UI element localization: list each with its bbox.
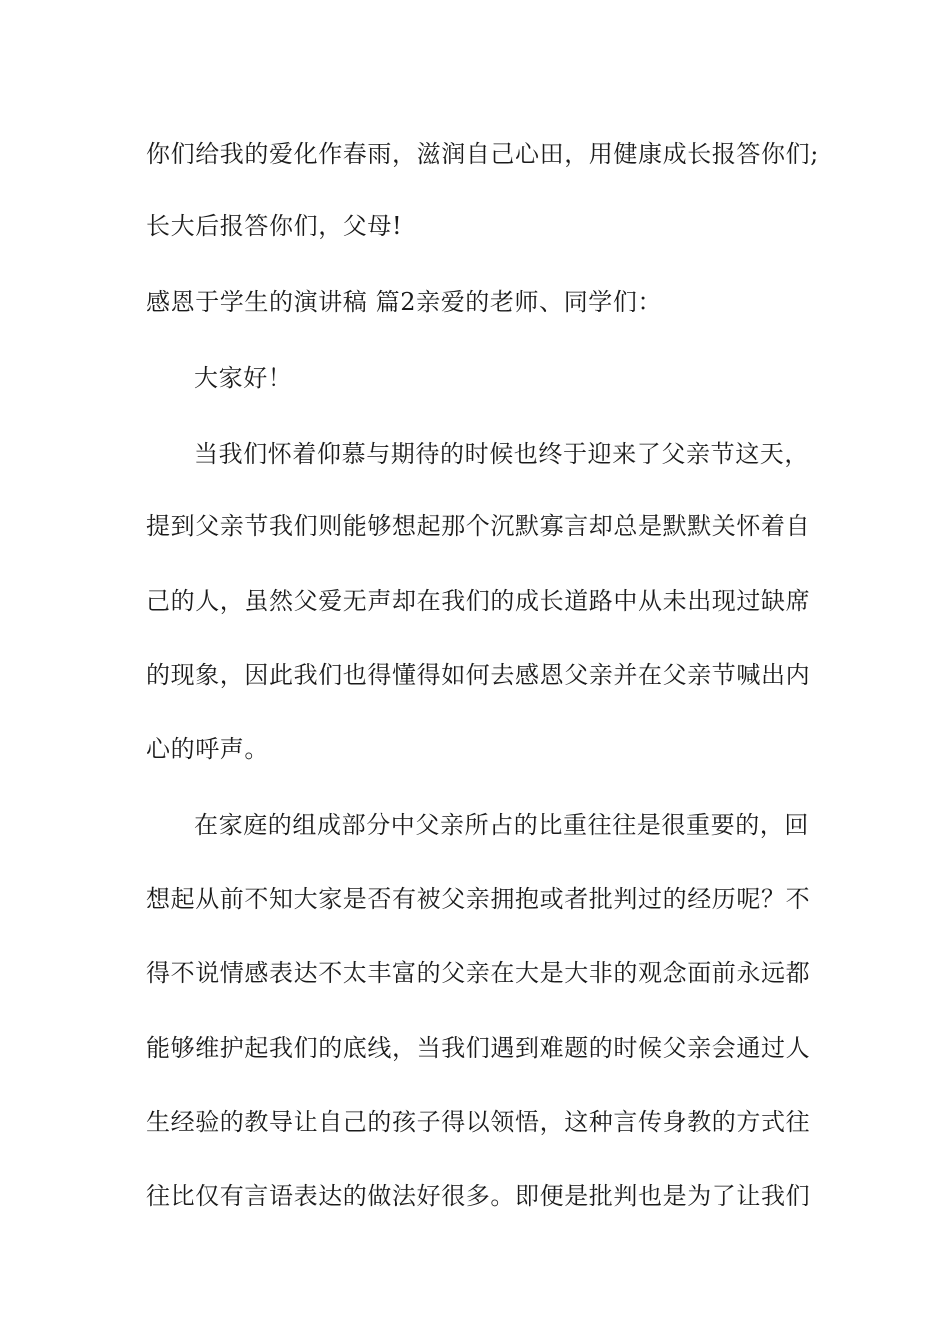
text-line-1: 你们给我的爱化作春雨，滋润自己心田，用健康成长报答你们; bbox=[146, 140, 819, 168]
greeting: 大家好！ bbox=[194, 364, 293, 392]
paragraph-1-line-5: 心的呼声。 bbox=[146, 735, 269, 763]
text-line-2: 长大后报答你们，父母! bbox=[146, 212, 403, 240]
section-heading: 感恩于学生的演讲稿 篇2亲爱的老师、同学们： bbox=[146, 288, 663, 316]
paragraph-1-line-2: 提到父亲节我们则能够想起那个沉默寡言却总是默默关怀着自 bbox=[146, 512, 811, 540]
paragraph-2-line-4: 能够维护起我们的底线，当我们遇到难题的时候父亲会通过人 bbox=[146, 1034, 811, 1062]
paragraph-1-line-3: 己的人，虽然父爱无声却在我们的成长道路中从未出现过缺席 bbox=[146, 587, 811, 615]
paragraph-1-line-1: 当我们怀着仰慕与期待的时候也终于迎来了父亲节这天， bbox=[194, 440, 809, 468]
paragraph-2-line-2: 想起从前不知大家是否有被父亲拥抱或者批判过的经历呢？不 bbox=[146, 885, 811, 913]
paragraph-2-line-1: 在家庭的组成部分中父亲所占的比重往往是很重要的，回 bbox=[194, 811, 809, 839]
paragraph-2-line-5: 生经验的教导让自己的孩子得以领悟，这种言传身教的方式往 bbox=[146, 1108, 811, 1136]
paragraph-2-line-6: 往比仅有言语表达的做法好很多。即便是批判也是为了让我们 bbox=[146, 1182, 811, 1210]
paragraph-2-line-3: 得不说情感表达不太丰富的父亲在大是大非的观念面前永远都 bbox=[146, 959, 811, 987]
paragraph-1-line-4: 的现象，因此我们也得懂得如何去感恩父亲并在父亲节喊出内 bbox=[146, 661, 811, 689]
